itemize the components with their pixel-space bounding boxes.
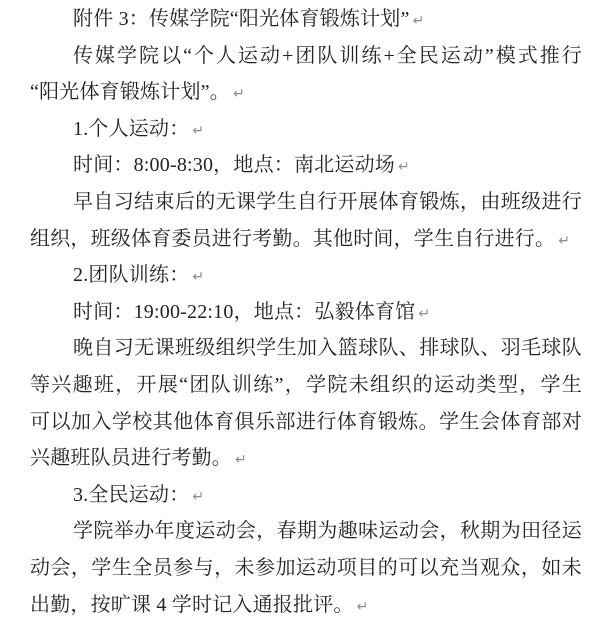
document-line — [30, 587, 582, 624]
line-text: 时间：19:00-22:10，地点：弘毅体育馆 — [73, 300, 416, 323]
paragraph-mark-icon: ↵ — [192, 488, 205, 505]
paragraph-mark-icon: ↵ — [356, 598, 369, 615]
line-text: 学院举办年度运动会，春期为趣味运动会，秋期为田径运 — [73, 520, 582, 543]
line-text: 1.个人运动： — [73, 117, 190, 140]
document-body — [30, 1, 582, 623]
paragraph-mark-icon: ↵ — [192, 269, 205, 286]
document-line — [30, 294, 582, 331]
document-line — [30, 1, 582, 38]
line-text: 组织，班级体育委员进行考勤。其他时间，学生自行进行。 — [30, 227, 556, 250]
paragraph-mark-icon: ↵ — [418, 305, 431, 322]
paragraph-mark-icon: ↵ — [412, 13, 425, 29]
document-line — [30, 440, 582, 477]
document-line — [30, 550, 582, 587]
line-text: 晚自习无课班级组织学生加入篮球队、排球队、羽毛球队 — [73, 337, 582, 360]
paragraph-mark-icon: ↵ — [397, 159, 410, 176]
document-line — [30, 221, 582, 258]
document-line — [30, 257, 582, 294]
line-text: 附件 3：传媒学院“阳光体育锻炼计划” — [73, 8, 410, 30]
paragraph-mark-icon: ↵ — [192, 122, 205, 139]
line-text: 2.团队训练： — [73, 264, 190, 287]
document-line — [30, 404, 582, 441]
line-text: 兴趣班队员进行考勤。 — [30, 447, 232, 470]
line-text: 3.全民运动： — [73, 483, 190, 506]
line-text: 出勤，按旷课 4 学时记入通报批评。 — [30, 593, 354, 616]
document-line — [30, 330, 582, 367]
line-text: 等兴趣班，开展“团队训练”，学院未组织的运动类型，学生 — [30, 373, 582, 396]
paragraph-mark-icon: ↵ — [235, 452, 247, 469]
document-line — [30, 184, 582, 221]
document-line — [30, 111, 582, 148]
line-text: 动会，学生全员参与，未参加运动项目的可以充当观众，如未 — [30, 556, 582, 579]
document-line — [30, 477, 582, 514]
line-text: 时间：8:00-8:30，地点：南北运动场 — [73, 154, 395, 177]
document-line — [30, 147, 582, 184]
document-line — [30, 367, 582, 404]
line-text: 传媒学院以“个人运动+团队训练+全民运动”模式推行 — [73, 44, 582, 67]
paragraph-mark-icon: ↵ — [232, 86, 245, 103]
document-line — [30, 513, 582, 550]
line-text: “阳光体育锻炼计划”。 — [30, 81, 230, 104]
paragraph-mark-icon: ↵ — [558, 232, 570, 249]
line-text: 早自习结束后的无课学生自行开展体育锻炼，由班级进行 — [73, 190, 582, 213]
line-text: 可以加入学校其他体育俱乐部进行体育锻炼。学生会体育部对 — [30, 410, 582, 433]
document-line — [30, 74, 582, 111]
document-line — [30, 38, 582, 75]
